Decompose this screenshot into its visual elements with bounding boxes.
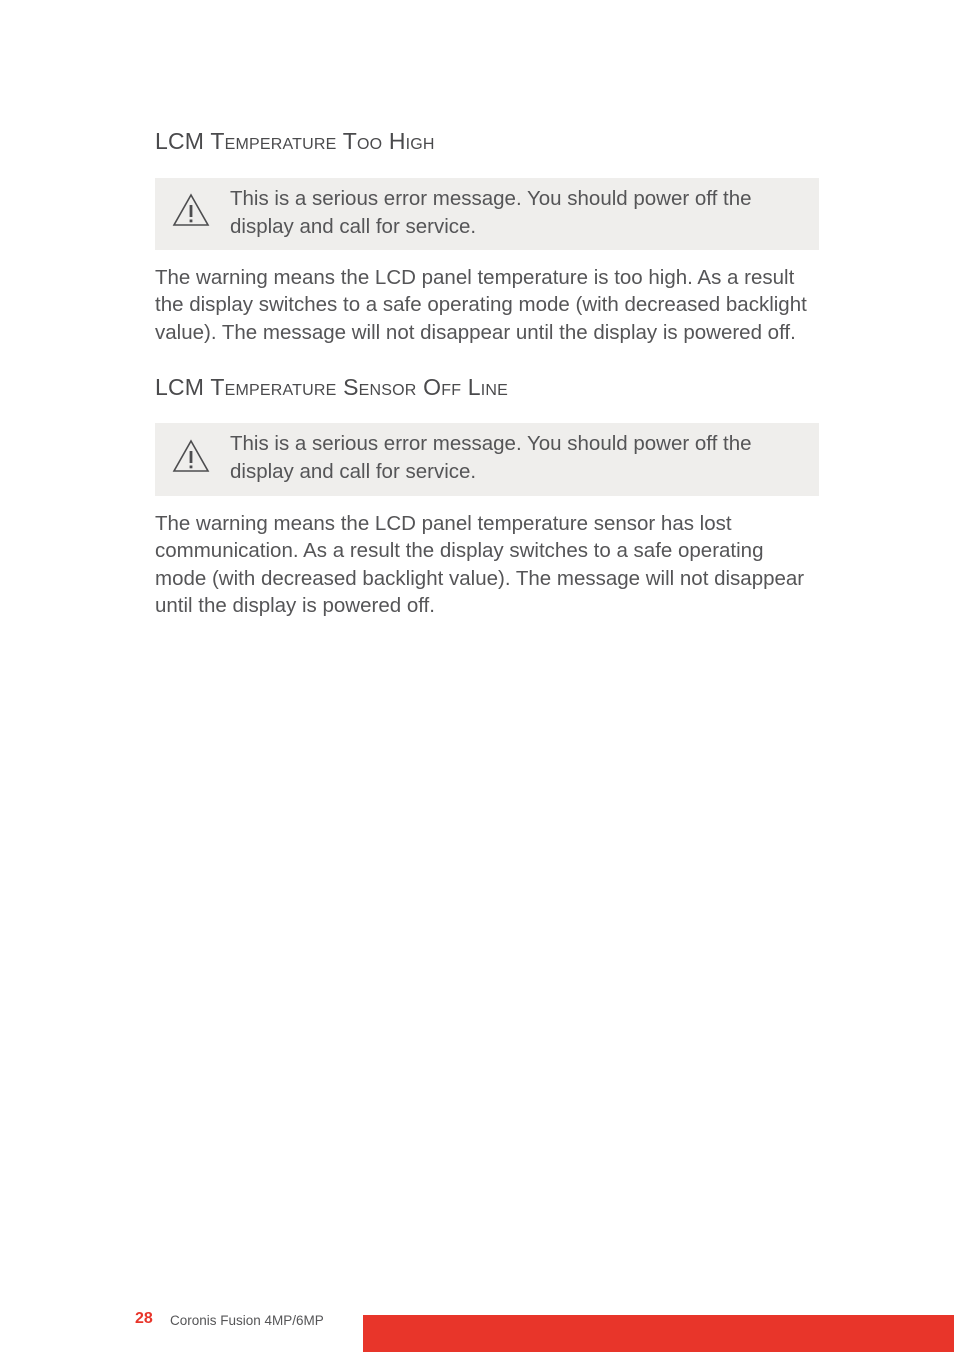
warning-text: This is a serious error message. You should power off the display and call for service. bbox=[230, 187, 752, 238]
footer-page-number: 28 bbox=[135, 1310, 153, 1327]
footer-accent-bar bbox=[363, 1315, 954, 1352]
warning-box bbox=[155, 423, 819, 496]
section-body-text: The warning means the LCD panel temperature sensor has lost communication. As a result the display switches to a safe operating mode (with decreased backlight value). The message will not disappear until the display is powered off. bbox=[155, 512, 805, 617]
section-body-text: The warning means the LCD panel temperature is too high. As a result the display switches to a safe operating mode (with decreased backlight value). The message will not disappear until the display is powered off. bbox=[155, 266, 807, 344]
section-heading-temperature-too-high: LCM Temperature Too High bbox=[155, 128, 435, 154]
footer-document-title: Coronis Fusion 4MP/6MP bbox=[170, 1313, 324, 1328]
warning-triangle-icon bbox=[172, 193, 210, 227]
warning-box bbox=[155, 178, 819, 250]
section-heading-sensor-off-line: LCM Temperature Sensor Off Line bbox=[155, 374, 509, 400]
warning-text: This is a serious error message. You should power off the display and call for service. bbox=[230, 432, 752, 483]
warning-triangle-icon bbox=[172, 439, 210, 473]
